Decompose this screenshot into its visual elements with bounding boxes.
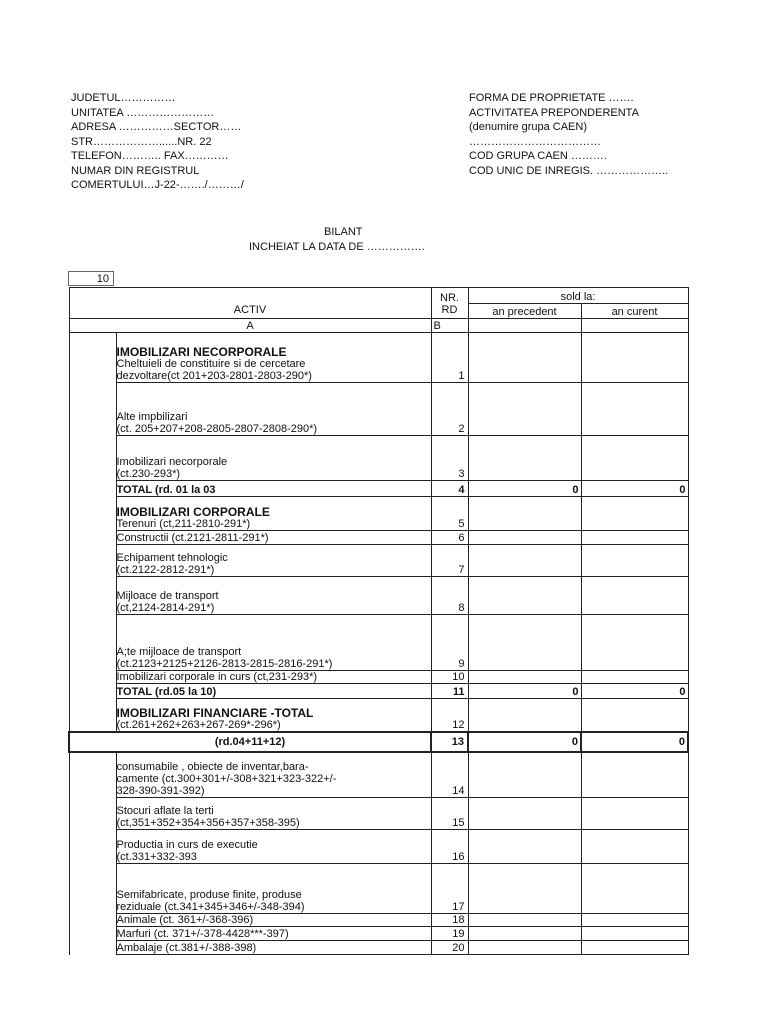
row-value-prev: 0 xyxy=(468,684,581,699)
header-cod-unic: COD UNIC DE INREGIS. ……………….. xyxy=(469,164,669,177)
header-str: STR………………......NR. 22 xyxy=(71,135,212,148)
row-label xyxy=(116,684,431,699)
row-margin xyxy=(69,333,116,383)
row-label-line: camente (ct.300+301+/-308+321+323-322+/- xyxy=(116,773,337,785)
table-row xyxy=(69,436,688,481)
table-row xyxy=(69,531,688,545)
row-value-curr xyxy=(581,830,688,864)
header-an-curent: an curent xyxy=(581,304,688,319)
row-value-prev xyxy=(468,333,581,383)
row-margin xyxy=(69,864,116,914)
header-comertului: COMERTULUI…J-22-……./………/ xyxy=(71,179,244,191)
header-nr: NR. xyxy=(440,292,459,304)
row-value-prev xyxy=(468,436,581,481)
row-number: 17 xyxy=(431,864,468,914)
row-value-curr: 0 xyxy=(581,481,688,497)
row-value-prev xyxy=(468,830,581,864)
row-value-curr xyxy=(581,752,688,798)
header-cod-grupa: COD GRUPA CAEN ………. xyxy=(469,150,607,162)
row-number: 13 xyxy=(431,732,468,752)
header-nr-rd xyxy=(431,288,468,319)
row-margin xyxy=(69,577,116,615)
table-header-row-3 xyxy=(69,319,688,333)
table-row xyxy=(69,333,688,383)
row-label-line: (ct.2122-2812-291*) xyxy=(116,564,215,576)
row-value-curr xyxy=(581,577,688,615)
row-label xyxy=(116,577,431,615)
table-row xyxy=(69,684,688,699)
row-label xyxy=(116,333,431,383)
header-registrul: NUMAR DIN REGISTRUL xyxy=(71,164,200,177)
row-label-line: dezvoltare(ct 201+203-2801-2803-290*) xyxy=(116,370,312,382)
row-value-prev xyxy=(468,914,581,927)
row-value-curr xyxy=(581,864,688,914)
row-label xyxy=(116,914,431,927)
row-label-line: (ct.230-293*) xyxy=(116,468,181,480)
row-label-line: Stocuri aflate la terti xyxy=(116,805,214,817)
row-margin xyxy=(69,383,116,436)
table-row xyxy=(69,577,688,615)
table-row xyxy=(69,383,688,436)
row-number: 6 xyxy=(431,531,468,545)
balance-table xyxy=(68,287,689,955)
row-label-line: reziduale (ct.341+345+346+/-348-394) xyxy=(116,901,305,913)
row-value-prev: 0 xyxy=(468,481,581,497)
row-value-prev xyxy=(468,671,581,684)
row-label xyxy=(116,615,431,671)
header-rd: RD xyxy=(441,304,458,316)
header-activitatea: ACTIVITATEA PREPONDERENTA xyxy=(469,106,639,119)
table-row xyxy=(69,752,688,798)
row-value-prev xyxy=(468,615,581,671)
row-value-curr xyxy=(581,914,688,927)
header-left-block xyxy=(71,91,244,193)
row-label xyxy=(116,545,431,577)
row-value-prev xyxy=(468,699,581,732)
row-value-prev xyxy=(468,798,581,830)
row-margin xyxy=(69,671,116,684)
row-value-curr xyxy=(581,941,688,955)
header-judet: JUDETUL…………… xyxy=(71,92,176,104)
header-adresa: ADRESA ……………SECTOR…… xyxy=(71,121,242,133)
section-heading: IMOBILIZARI NECORPORALE xyxy=(116,345,287,359)
row-margin xyxy=(69,436,116,481)
row-grand-total-label xyxy=(69,732,431,752)
table-row xyxy=(69,927,688,941)
corner-number: 10 xyxy=(68,271,114,286)
row-number: 2 xyxy=(431,383,468,436)
section-heading: IMOBILIZARI FINANCIARE -TOTAL xyxy=(116,705,314,720)
row-value-curr xyxy=(581,531,688,545)
row-label xyxy=(116,699,431,732)
row-label-line: Echipament tehnologic xyxy=(116,552,228,564)
row-label-line: Alte impbilizari xyxy=(116,411,188,423)
row-label-line: (rd.04+11+12) xyxy=(214,735,286,748)
row-label-line: Constructii (ct.2121-2811-291*) xyxy=(116,532,269,544)
table-row xyxy=(69,699,688,732)
row-label-line: (ct,2124-2814-291*) xyxy=(116,602,215,614)
row-margin xyxy=(69,752,116,798)
row-number: 4 xyxy=(431,481,468,497)
row-label-line: (ct.261+262+263+267-269*-296*) xyxy=(116,718,281,731)
row-margin xyxy=(69,927,116,941)
header-forma-proprietate: FORMA DE PROPRIETATE ……. xyxy=(469,92,634,104)
row-value-prev xyxy=(468,941,581,955)
header-unitatea: UNITATEA …………………… xyxy=(71,106,215,119)
row-label xyxy=(116,671,431,684)
header-col-a: A xyxy=(69,319,431,333)
table-row xyxy=(69,941,688,955)
row-value-curr xyxy=(581,383,688,436)
row-label xyxy=(116,941,431,955)
row-value-curr xyxy=(581,671,688,684)
row-value-prev xyxy=(468,752,581,798)
header-activ: ACTIV xyxy=(69,288,431,319)
row-value-prev: 0 xyxy=(468,732,581,752)
table-row xyxy=(69,914,688,927)
row-label xyxy=(116,927,431,941)
header-denumire-caen: (denumire grupa CAEN) xyxy=(469,121,587,133)
row-label-line: (ct. 205+207+208-2805-2807-2808-290*) xyxy=(116,423,318,435)
row-value-prev xyxy=(468,545,581,577)
row-number: 20 xyxy=(431,941,468,955)
row-value-prev xyxy=(468,864,581,914)
header-blank-prev xyxy=(468,319,581,333)
row-number: 14 xyxy=(431,752,468,798)
row-value-curr xyxy=(581,615,688,671)
row-number: 5 xyxy=(431,497,468,531)
row-label xyxy=(116,383,431,436)
row-label xyxy=(116,864,431,914)
table-row xyxy=(69,798,688,830)
row-label-line: Imobilizari corporale in curs (ct,231-293*) xyxy=(116,671,318,683)
section-heading: IMOBILIZARI CORPORALE xyxy=(116,505,270,519)
table-row xyxy=(69,497,688,531)
row-number: 15 xyxy=(431,798,468,830)
row-value-curr xyxy=(581,798,688,830)
row-label xyxy=(116,497,431,531)
header-dots: ……………………………… xyxy=(469,135,601,148)
row-value-curr xyxy=(581,436,688,481)
row-label xyxy=(116,798,431,830)
row-value-curr xyxy=(581,333,688,383)
title-bilant: BILANT xyxy=(324,226,363,238)
table-header-row-1 xyxy=(69,288,688,304)
row-number: 9 xyxy=(431,615,468,671)
row-number: 18 xyxy=(431,914,468,927)
row-label-line: A;te mijloace de transport xyxy=(116,646,242,658)
header-sold-la: sold la: xyxy=(468,288,688,304)
row-label-line: Semifabricate, produse finite, produse xyxy=(116,889,302,901)
row-label-line: 328-390-391-392) xyxy=(116,785,205,797)
row-label xyxy=(116,481,431,497)
row-label-line: Marfuri (ct. 371+/-378-4428***-397) xyxy=(116,928,289,940)
header-right-block xyxy=(469,91,668,178)
row-number: 8 xyxy=(431,577,468,615)
row-margin xyxy=(69,699,116,732)
row-label xyxy=(116,436,431,481)
row-margin xyxy=(69,615,116,671)
row-margin xyxy=(69,798,116,830)
row-value-prev xyxy=(468,927,581,941)
row-label-line: (ct.2123+2125+2126-2813-2815-2816-291*) xyxy=(116,658,333,670)
row-label-line: (ct,351+352+354+356+357+358-395) xyxy=(116,817,300,829)
row-label-line: Imobilizari necorporale xyxy=(116,456,228,468)
row-label-line: (ct.331+332-393 xyxy=(116,851,197,863)
row-margin xyxy=(69,481,116,497)
row-margin xyxy=(69,830,116,864)
header-col-b: B xyxy=(431,319,468,333)
row-margin xyxy=(69,545,116,577)
row-label-line: Animale (ct. 361+/-368-396) xyxy=(116,914,254,926)
row-value-curr xyxy=(581,927,688,941)
row-number: 11 xyxy=(431,684,468,699)
row-value-prev xyxy=(468,577,581,615)
row-label xyxy=(116,830,431,864)
table-row xyxy=(69,615,688,671)
row-label xyxy=(116,752,431,798)
title-date: INCHEIAT LA DATA DE ……………. xyxy=(249,241,425,253)
row-number: 3 xyxy=(431,436,468,481)
row-label-line: TOTAL (rd. 01 la 03 xyxy=(116,484,216,496)
row-margin xyxy=(69,531,116,545)
row-value-curr xyxy=(581,699,688,732)
header-an-precedent: an precedent xyxy=(468,304,581,319)
header-blank-curr xyxy=(581,319,688,333)
row-number: 12 xyxy=(431,699,468,732)
row-label-line: Mijloace de transport xyxy=(116,590,219,602)
row-label-line: Cheltuieli de constituire si de cercetare xyxy=(116,358,306,370)
header-telefon: TELEFON……….. FAX………… xyxy=(71,150,229,162)
row-number: 16 xyxy=(431,830,468,864)
row-value-prev xyxy=(468,383,581,436)
row-margin xyxy=(69,941,116,955)
row-value-curr xyxy=(581,545,688,577)
table-row xyxy=(69,864,688,914)
row-value-curr: 0 xyxy=(581,732,688,752)
row-margin xyxy=(69,497,116,531)
row-number: 7 xyxy=(431,545,468,577)
table-row xyxy=(69,481,688,497)
row-margin xyxy=(69,914,116,927)
row-value-prev xyxy=(468,497,581,531)
row-label-line: Terenuri (ct,211-2810-291*) xyxy=(116,518,251,530)
row-margin xyxy=(69,684,116,699)
row-value-prev xyxy=(468,531,581,545)
table-row xyxy=(69,671,688,684)
row-label-line: TOTAL (rd.05 la 10) xyxy=(116,686,217,698)
row-number: 10 xyxy=(431,671,468,684)
row-number: 19 xyxy=(431,927,468,941)
row-label-line: Productia in curs de executie xyxy=(116,839,258,851)
row-value-curr: 0 xyxy=(581,684,688,699)
table-row xyxy=(69,830,688,864)
row-number: 1 xyxy=(431,333,468,383)
table-row xyxy=(69,732,688,752)
row-label-line: Ambalaje (ct.381+/-388-398) xyxy=(116,942,257,954)
table-row xyxy=(69,545,688,577)
row-value-curr xyxy=(581,497,688,531)
row-label xyxy=(116,531,431,545)
row-label-line: consumabile , obiecte de inventar,bara- xyxy=(116,761,309,773)
